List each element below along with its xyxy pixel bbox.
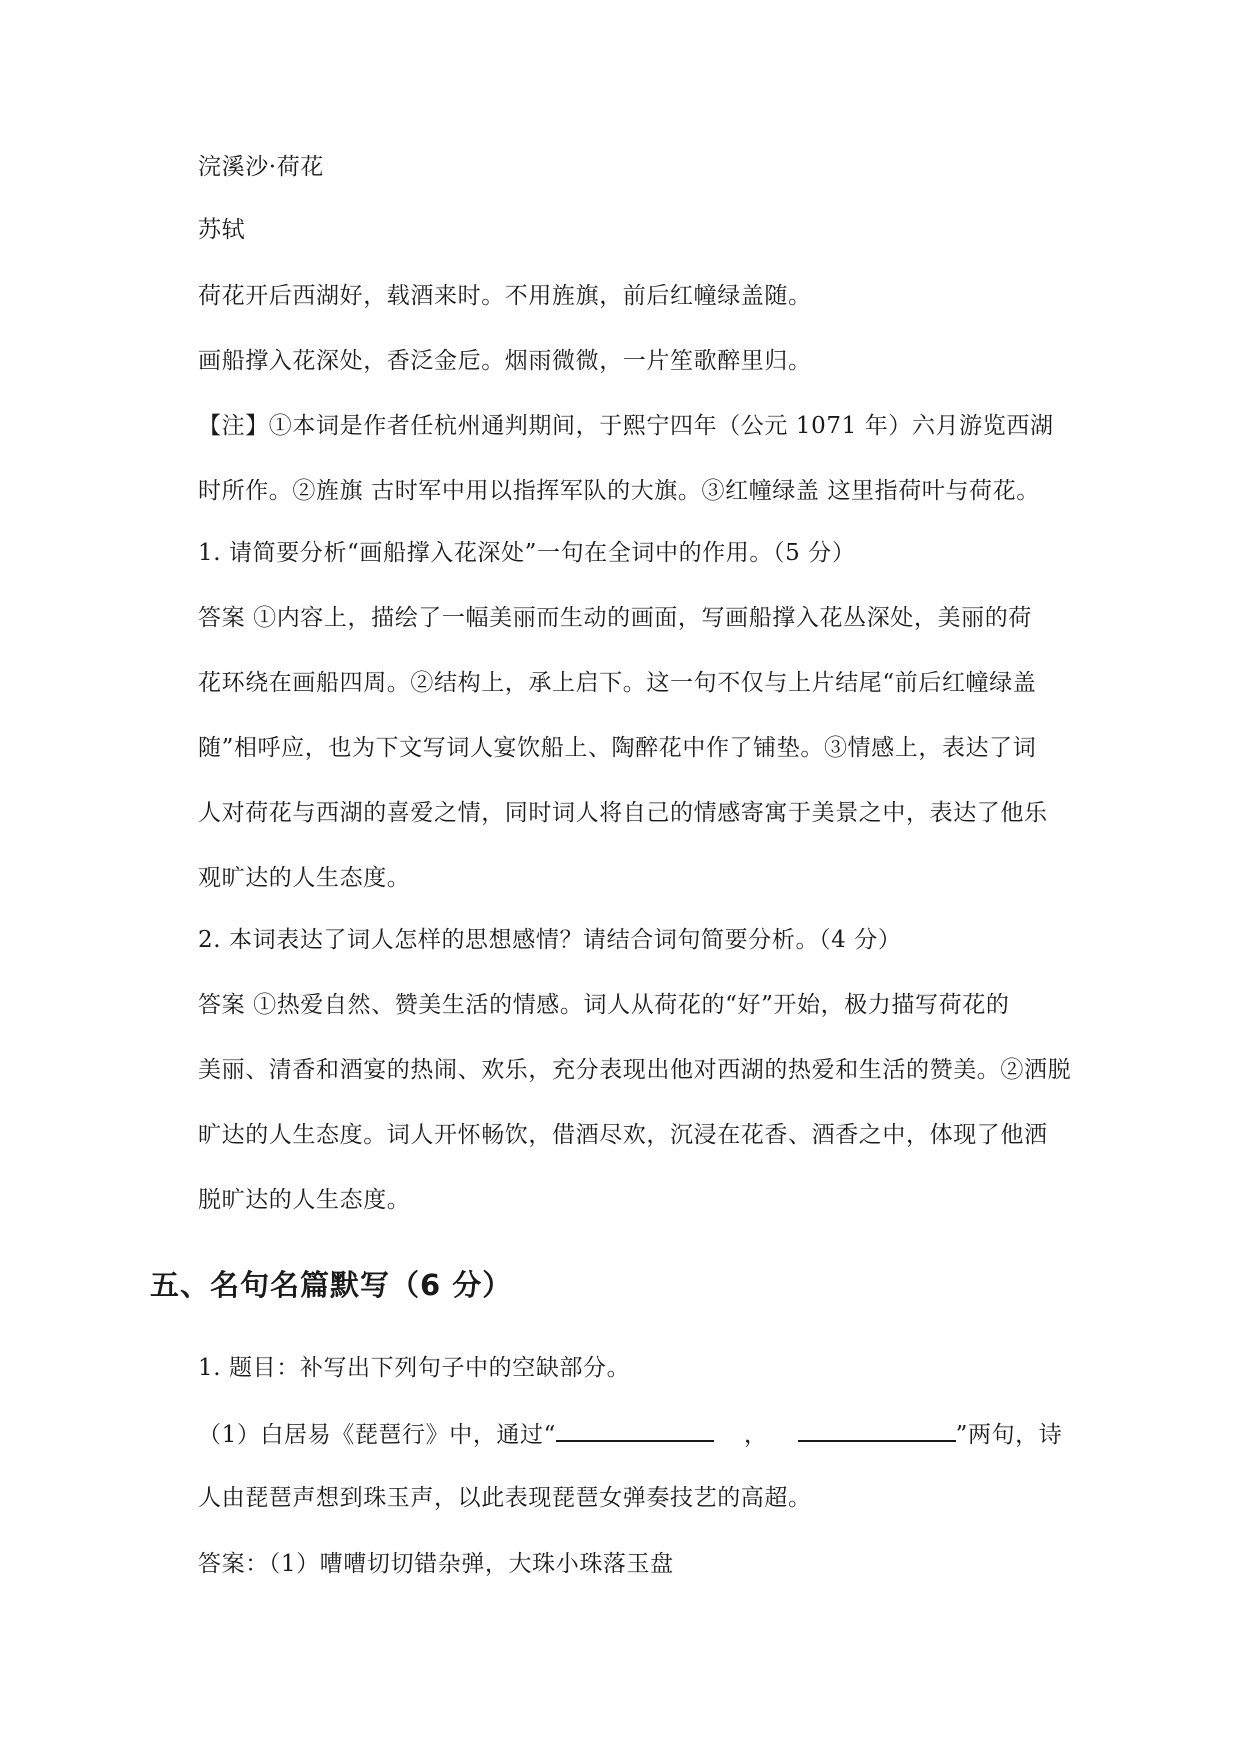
answer-1-line-1: 答案 ①内容上，描绘了一幅美丽而生动的画面，写画船撑入花丛深处，美丽的荷 — [198, 605, 1032, 631]
fill-in-item-1-line-2: 人由琵琶声想到珠玉声，以此表现琵琶女弹奏技艺的高超。 — [198, 1485, 812, 1511]
answer-2-line-2: 美丽、清香和酒宴的热闹、欢乐，充分表现出他对西湖的热爱和生活的赞美。②洒脱 — [198, 1057, 1072, 1083]
section-heading: 五、名句名篇默写（6 分） — [150, 1268, 513, 1302]
note-line-2: 时所作。②旌旗 古时军中用以指挥军队的大旗。③红幢绿盖 这里指荷叶与荷花。 — [198, 478, 1040, 504]
question-1: 1. 请简要分析“画船撑入花深处”一句在全词中的作用。（5 分） — [198, 540, 856, 566]
question-2: 2. 本词表达了词人怎样的思想感情？请结合词句简要分析。（4 分） — [198, 927, 902, 953]
fill-in-blank-1[interactable] — [556, 1418, 714, 1442]
fill-in-blank-2[interactable] — [798, 1418, 956, 1442]
fill-in-prefix: （1）白居易《琵琶行》中，通过“ — [198, 1422, 556, 1448]
answer-2-line-4: 脱旷达的人生态度。 — [198, 1187, 411, 1213]
fill-in-item-1 — [198, 1418, 1088, 1450]
answer-2-line-1: 答案 ①热爱自然、赞美生活的情感。词人从荷花的“好”开始，极力描写荷花的 — [198, 992, 1010, 1018]
poem-line-2: 画船撑入花深处，香泛金卮。烟雨微微，一片笙歌醉里归。 — [198, 348, 812, 374]
section5-answer: 答案：（1）嘈嘈切切错杂弹，大珠小珠落玉盘 — [198, 1551, 674, 1577]
poem-author: 苏轼 — [198, 217, 246, 243]
answer-2-line-3: 旷达的人生态度。词人开怀畅饮，借酒尽欢，沉浸在花香、酒香之中，体现了他洒 — [198, 1122, 1048, 1148]
answer-1-line-2: 花环绕在画船四周。②结构上，承上启下。这一句不仅与上片结尾“前后红幢绿盖 — [198, 670, 1037, 696]
fill-in-comma: ， — [744, 1422, 768, 1448]
fill-in-suffix: ”两句，诗 — [955, 1422, 1063, 1448]
answer-1-line-5: 观旷达的人生态度。 — [198, 865, 411, 891]
answer-1-line-4: 人对荷花与西湖的喜爱之情，同时词人将自己的情感寄寓于美景之中，表达了他乐 — [198, 800, 1048, 826]
answer-1-line-3: 随”相呼应，也为下文写词人宴饮船上、陶醉花中作了铺垫。③情感上，表达了词 — [198, 735, 1037, 761]
note-line-1: 【注】①本词是作者任杭州通判期间，于熙宁四年（公元 1071 年）六月游览西湖 — [198, 413, 1054, 439]
poem-line-1: 荷花开后西湖好，载酒来时。不用旌旗，前后红幢绿盖随。 — [198, 283, 812, 309]
poem-title: 浣溪沙·荷花 — [198, 154, 324, 180]
section5-question-1: 1. 题目：补写出下列句子中的空缺部分。 — [198, 1355, 631, 1381]
